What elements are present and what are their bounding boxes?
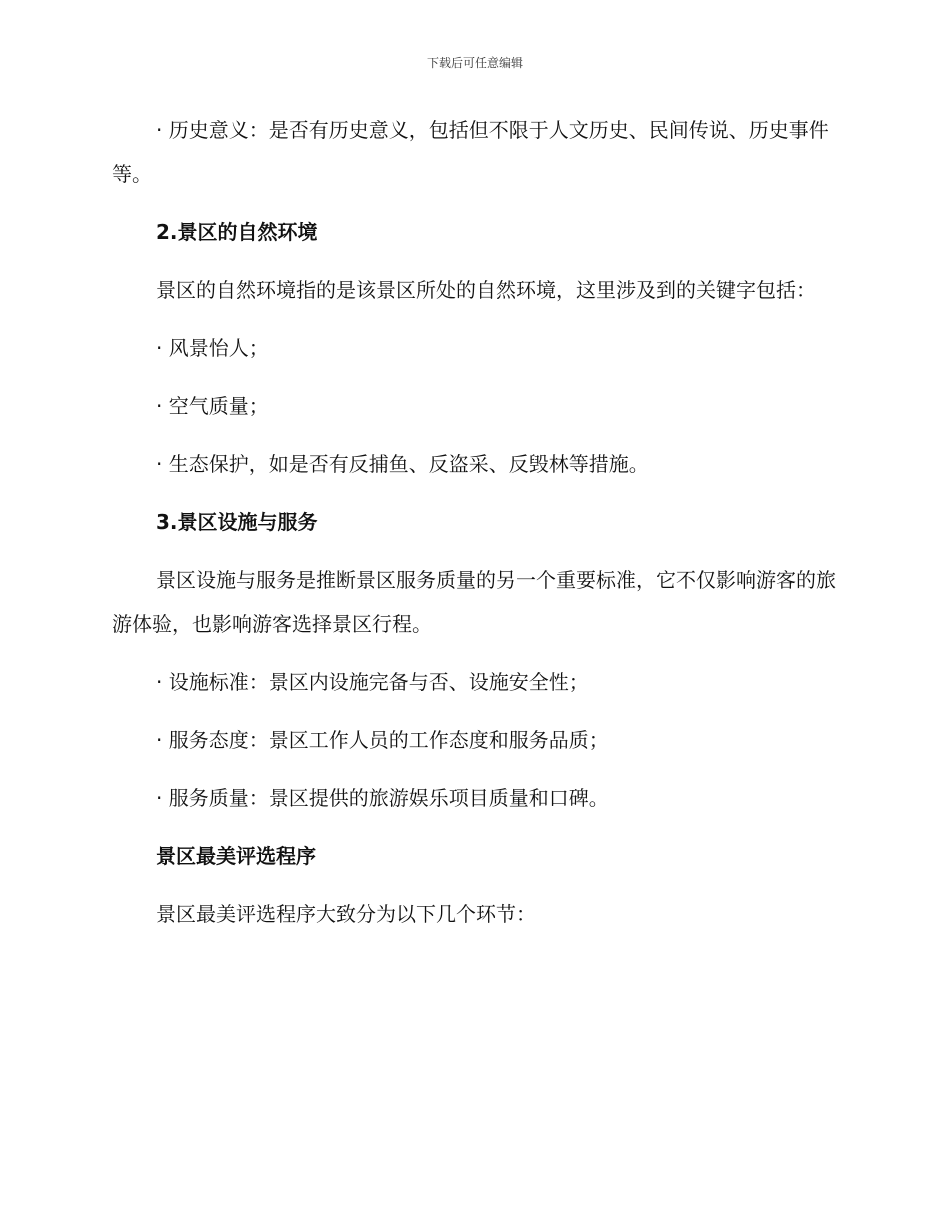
heading-selection-procedure: 景区最美评选程序 — [156, 844, 316, 868]
paragraph-selection-procedure: 景区最美评选程序大致分为以下几个环节： — [156, 902, 536, 926]
document-body — [112, 108, 836, 950]
bullet-historical-significance: · 历史意义：是否有历史意义，包括但不限于人文历史、民间传说、历史事件等。 — [112, 118, 829, 186]
page-header: 下载后可任意编辑 — [426, 56, 523, 70]
bullet-air-quality: · 空气质量； — [156, 394, 269, 418]
heading-facilities-services: 3.景区设施与服务 — [156, 510, 318, 534]
bullet-ecological-protection: · 生态保护，如是否有反捕鱼、反盗采、反毁林等措施。 — [156, 452, 649, 476]
bullet-service-attitude: · 服务态度：景区工作人员的工作态度和服务品质； — [156, 728, 609, 752]
paragraph-facilities-services: 景区设施与服务是推断景区服务质量的另一个重要标准，它不仅影响游客的旅游体验，也影响游客选择景区行程。 — [112, 568, 836, 636]
bullet-facility-standard: · 设施标准：景区内设施完备与否、设施安全性； — [156, 670, 589, 694]
bullet-service-quality: · 服务质量：景区提供的旅游娱乐项目质量和口碑。 — [156, 786, 609, 810]
heading-natural-environment: 2.景区的自然环境 — [156, 220, 318, 244]
paragraph-natural-environment: 景区的自然环境指的是该景区所处的自然环境，这里涉及到的关键字包括： — [156, 278, 816, 302]
bullet-scenery: · 风景怡人； — [156, 336, 269, 360]
